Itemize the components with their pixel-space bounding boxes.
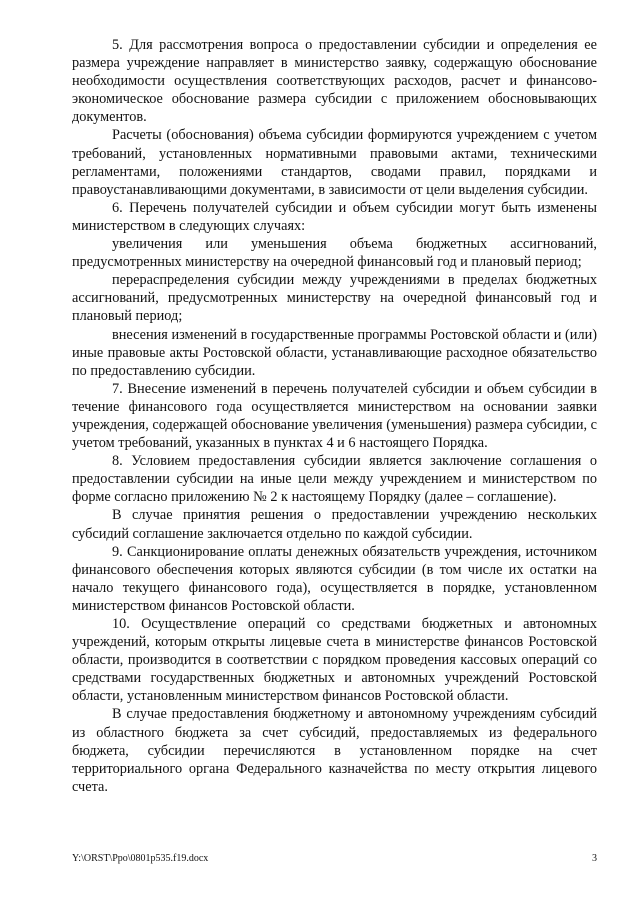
paragraph-calculations: Расчеты (обоснования) объема субсидии формируются учреждением с учетом требований, установленных нормативными правовыми актами, техническими регламентами, положениями стандартов, сводами правил, порядками и правоустанавливающими документами, в зависимости от цели выделения субсидии. [72,127,597,198]
paragraph-multiple-subsidies: В случае принятия решения о предоставлении учреждению нескольких субсидий соглашение заключается отдельно по каждой субсидии. [72,507,597,542]
paragraph-7: 7. Внесение изменений в перечень получателей субсидии и объем субсидии в течение финансового года осуществляется министерством на основании заявки учреждения, содержащей обоснование увеличения (уменьшения) размера субсидии, с учетом требований, указанных в пунктах 4 и 6 настоящего Порядка. [72,380,597,452]
footer-file-path: Y:\ORST\Ppo\0801p535.f19.docx [72,853,209,864]
paragraph-case-amendments: внесения изменений в государственные программы Ростовской области и (или) иные правовые акты Ростовской области, устанавливающие расходное обязательство по предоставлению субсидии. [72,326,597,379]
paragraph-case-redistribution: перераспределения субсидии между учреждениями в пределах бюджетных ассигнований, предусмотренных министерству на очередной финансовый год и плановый период; [72,272,597,325]
paragraph-6: 6. Перечень получателей субсидии и объем субсидии могут быть изменены министерством в следующих случаях: [72,199,597,234]
page-footer [72,853,597,865]
paragraph-10: 10. Осуществление операций со средствами бюджетных и автономных учреждений, которым открыты лицевые счета в министерстве финансов Ростовской области, производится в соответствии с порядком проведения кассовых операций со средствами государственных бюджетных и автономных учреждений Ростовской области, установленным министерством финансов Ростовской области. [72,616,597,705]
paragraph-8: 8. Условием предоставления субсидии является заключение соглашения о предоставлении субсидии на иные цели между учреждением и министерством по форме согласно приложению № 2 к настоящему Порядку (далее – соглашение). [72,453,597,506]
document-page [72,36,597,796]
paragraph-9: 9. Санкционирование оплаты денежных обязательств учреждения, источником финансового обеспечения которых являются субсидии (в том числе их остатки на начало текущего финансового года), осуществляется в порядке, установленном министерством финансов Ростовской области. [72,543,597,614]
page-number: 3 [592,853,597,864]
paragraph-case-increase: увеличения или уменьшения объема бюджетных ассигнований, предусмотренных министерству на очередной финансовый год и плановый период; [72,236,597,271]
paragraph-5: 5. Для рассмотрения вопроса о предоставлении субсидии и определения ее размера учреждение направляет в министерство заявку, содержащую обоснование необходимости осуществления соответствующих расходов, расчет и финансово-экономическое обоснование размера субсидии с приложением обосновывающих документов. [72,37,597,126]
paragraph-federal-funds: В случае предоставления бюджетному и автономному учреждениям субсидий из областного бюджета за счет субсидий, предоставляемых из федерального бюджета, субсидии перечисляются в установленном порядке на счет территориального органа Федерального казначейства по месту открытия лицевого счета. [72,706,597,795]
